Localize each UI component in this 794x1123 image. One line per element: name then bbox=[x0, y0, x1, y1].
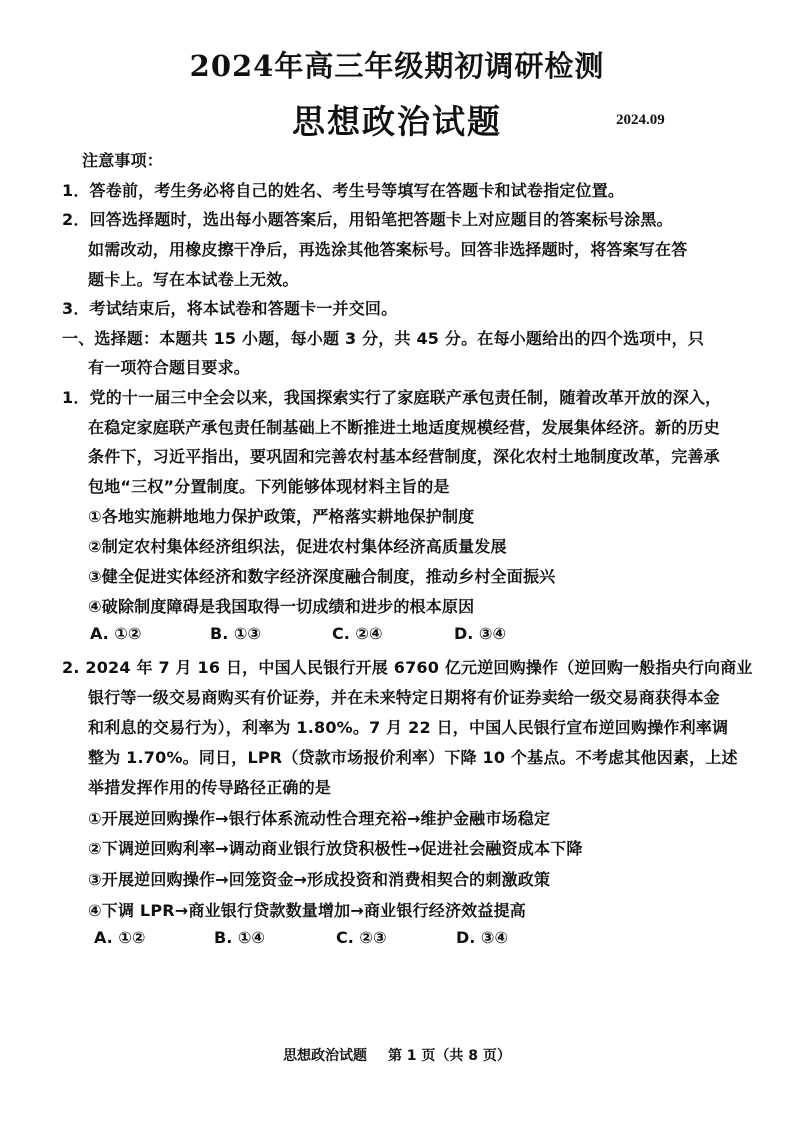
page-footer bbox=[0, 1045, 794, 1065]
q2-option-b[interactable]: B. ①④ bbox=[214, 928, 265, 947]
q1-item: ②制定农村集体经济组织法，促进农村集体经济高质量发展 bbox=[88, 537, 507, 556]
notice-line: 2．回答选择题时，选出每小题答案后，用铅笔把答题卡上对应题目的答案标号涂黑。 bbox=[62, 210, 673, 229]
q2-stem-line: 整为 1.70%。同日，LPR（贷款市场报价利率）下降 10 个基点。不考虑其他因素，上述 bbox=[88, 748, 738, 767]
q1-option-b[interactable]: B. ①③ bbox=[210, 624, 261, 643]
q2-item: ④下调 LPR→商业银行贷款数量增加→商业银行经济效益提高 bbox=[88, 901, 526, 920]
q1-stem-line: 包地“三权”分置制度。下列能够体现材料主旨的是 bbox=[88, 477, 450, 496]
q1-item: ④破除制度障碍是我国取得一切成绩和进步的根本原因 bbox=[88, 597, 475, 616]
q1-option-d[interactable]: D. ③④ bbox=[454, 624, 507, 643]
q1-item: ①各地实施耕地地力保护政策，严格落实耕地保护制度 bbox=[88, 507, 475, 526]
notice-line: 1．答卷前，考生务必将自己的姓名、考生号等填写在答题卡和试卷指定位置。 bbox=[62, 181, 625, 200]
notice-line: 如需改动，用橡皮擦干净后，再选涂其他答案标号。回答非选择题时，将答案写在答 bbox=[88, 240, 688, 259]
q2-stem-line: 2. 2024 年 7 月 16 日，中国人民银行开展 6760 亿元逆回购操作（逆回购一般指央行向商业 bbox=[62, 658, 753, 677]
exam-date: 2024.09 bbox=[616, 112, 665, 128]
q2-stem-line: 银行等一级交易商购买有价证券，并在未来特定日期将有价证券卖给一级交易商获得本金 bbox=[88, 688, 720, 707]
exam-title: 2024年高三年级期初调研检测 bbox=[189, 49, 605, 83]
section-heading: 有一项符合题目要求。 bbox=[88, 358, 251, 377]
q2-stem-line: 举措发挥作用的传导路径正确的是 bbox=[88, 778, 332, 797]
q2-item: ①开展逆回购操作→银行体系流动性合理充裕→维护金融市场稳定 bbox=[88, 809, 551, 828]
q2-option-c[interactable]: C. ②③ bbox=[336, 928, 387, 947]
q1-stem-line: 在稳定家庭联产承包责任制基础上不断推进土地适度规模经营，发展集体经济。新的历史 bbox=[88, 418, 720, 437]
q1-stem-line: 条件下，习近平指出，要巩固和完善农村基本经营制度，深化农村土地制度改革，完善承 bbox=[88, 447, 720, 466]
q2-option-a[interactable]: A. ①② bbox=[94, 928, 146, 947]
q1-option-a[interactable]: A. ①② bbox=[90, 624, 142, 643]
notice-heading: 注意事项： bbox=[82, 151, 164, 170]
q2-option-d[interactable]: D. ③④ bbox=[456, 928, 509, 947]
section-heading: 一、选择题：本题共 15 小题，每小题 3 分，共 45 分。在每小题给出的四个选项中，只 bbox=[62, 329, 705, 348]
footer-subject: 思想政治试题 bbox=[283, 1048, 368, 1064]
notice-line: 3．考试结束后，将本试卷和答题卡一并交回。 bbox=[62, 299, 398, 318]
subject-title: 思想政治试题 bbox=[292, 102, 502, 141]
q1-option-c[interactable]: C. ②④ bbox=[332, 624, 383, 643]
notice-line: 题卡上。写在本试卷上无效。 bbox=[88, 270, 299, 289]
q2-item: ②下调逆回购利率→调动商业银行放贷积极性→促进社会融资成本下降 bbox=[88, 839, 583, 858]
q2-item: ③开展逆回购操作→回笼资金→形成投资和消费相契合的刺激政策 bbox=[88, 870, 551, 889]
q1-item: ③健全促进实体经济和数字经济深度融合制度，推动乡村全面振兴 bbox=[88, 567, 556, 586]
footer-page-number: 第 1 页（共 8 页） bbox=[387, 1048, 511, 1064]
q2-stem-line: 和利息的交易行为），利率为 1.80%。7 月 22 日，中国人民银行宣布逆回购操作利率调 bbox=[88, 718, 729, 737]
q1-stem-line: 1．党的十一届三中全会以来，我国探索实行了家庭联产承包责任制，随着改革开放的深入， bbox=[62, 388, 722, 407]
